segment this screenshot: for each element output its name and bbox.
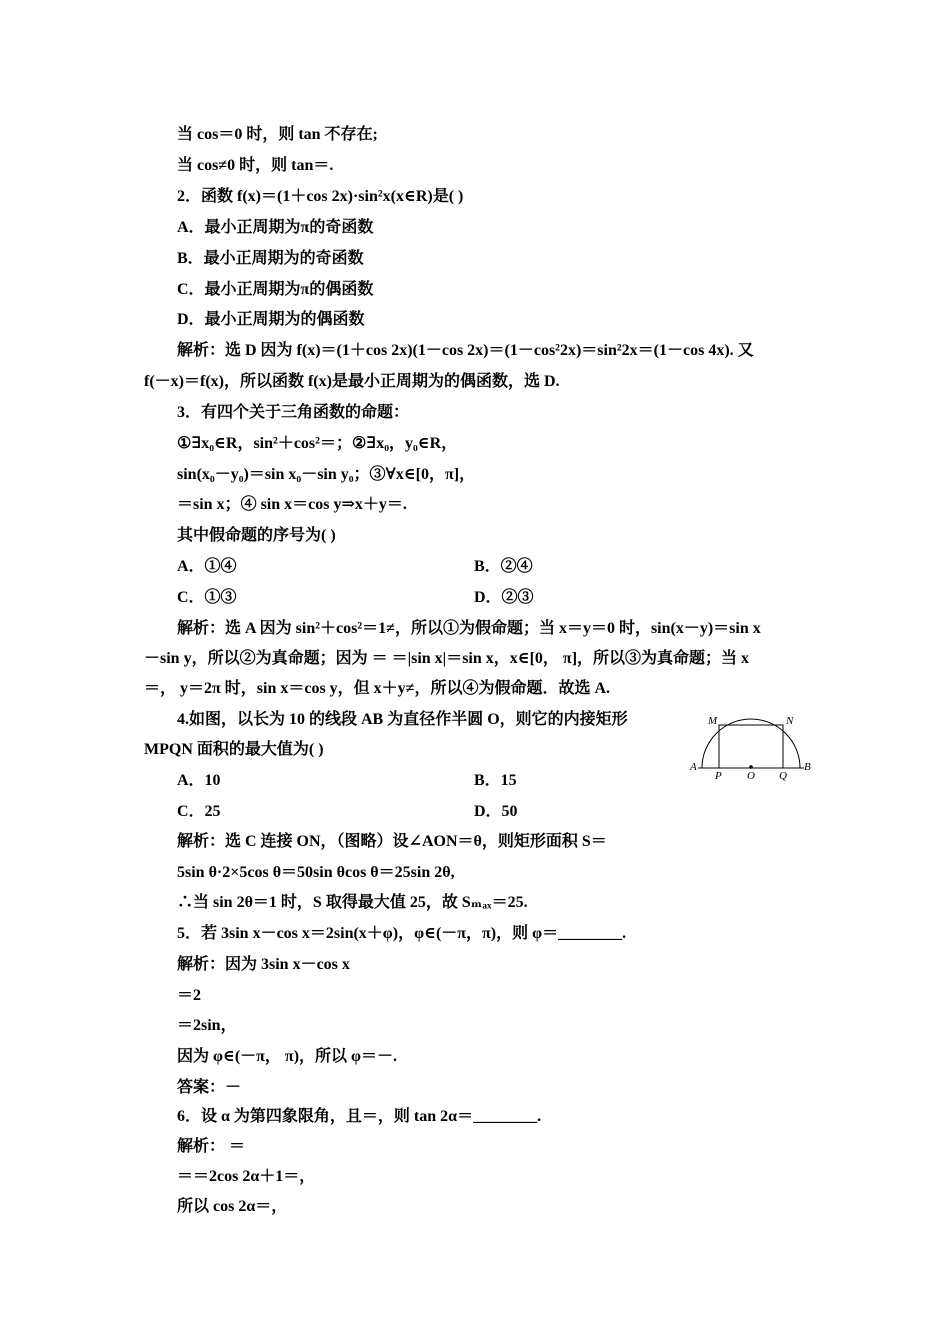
question-5: 5．若 3sin x－cos x＝2sin(x＋φ)，φ∈(－π，π)，则 φ＝________.: [177, 925, 627, 942]
option-c: C．①③: [177, 589, 237, 606]
solution-text: f(－x)＝f(x)，所以函数 f(x)是最小正周期为的偶函数，选 D.: [144, 373, 560, 390]
text-line: sin(x₀－y₀)＝sin x₀－sin y₀；③∀x∈[0，π]，: [177, 466, 476, 483]
solution-text: 因为 φ∈(－π， π)，所以 φ＝－.: [177, 1048, 398, 1065]
label-o: O: [747, 770, 755, 782]
solution-text: ∴当 sin 2θ＝1 时，S 取得最大值 25，故 Sₘₐₓ＝25.: [177, 894, 528, 911]
option-a: A．最小正周期为π的奇函数: [177, 219, 374, 236]
label-m: M: [708, 715, 718, 727]
center-point: [749, 765, 753, 769]
solution-text: 所以 cos 2α＝，: [177, 1198, 288, 1215]
solution-text: 解析：选 A 因为 sin²＋cos²＝1≠，所以①为假命题；当 x＝y＝0 时，sin(x－y)＝sin x: [177, 620, 761, 637]
answer-text: 答案：－: [177, 1079, 242, 1096]
option-b: B．②④: [474, 558, 533, 575]
option-d: D．②③: [474, 589, 534, 606]
option-a: A．10: [177, 772, 221, 789]
inscribed-rectangle: [719, 725, 783, 768]
text-line: ＝sin x；④ sin x＝cos y⇒x＋y＝.: [177, 496, 407, 513]
question-2: 2．函数 f(x)＝(1＋cos 2x)·sin²x(x∈R)是( ): [177, 188, 464, 205]
solution-text: ＝， y＝2π 时，sin x＝cos y，但 x＋y≠，所以④为假命题．故选 A.: [144, 680, 611, 697]
solution-text: 解析： ＝: [177, 1138, 246, 1155]
text-line: MPQN 面积的最大值为( ): [144, 741, 324, 758]
solution-text: ＝2: [177, 987, 202, 1004]
question-6: 6．设 α 为第四象限角，且＝，则 tan 2α＝________.: [177, 1108, 542, 1125]
solution-text: 解析：选 C 连接 ON，（图略）设∠AON＝θ，则矩形面积 S＝: [177, 833, 607, 850]
option-c: C．25: [177, 803, 221, 820]
question-4: 4.如图，以长为 10 的线段 AB 为直径作半圆 O，则它的内接矩形: [177, 711, 628, 728]
text-line: 当 cos＝0 时，则 tan 不存在;: [177, 126, 378, 143]
solution-text: ＝2sin，: [177, 1017, 237, 1034]
text-line: ①∃x₀∈R，sin²＋cos²＝；②∃x₀，y₀∈R，: [177, 435, 458, 452]
label-b: B: [804, 761, 811, 773]
solution-text: －sin y，所以②为真命题；因为 ＝ ＝|sin x|＝sin x，x∈[0， π]，所以③为真命题；当 x: [144, 650, 750, 667]
option-b: B．15: [474, 772, 517, 789]
label-n: N: [786, 715, 794, 727]
solution-text: 解析：因为 3sin x－cos x: [177, 956, 350, 973]
option-c: C．最小正周期为π的偶函数: [177, 281, 374, 298]
solution-text: 解析：选 D 因为 f(x)＝(1＋cos 2x)(1－cos 2x)＝(1－cos²2x)＝sin²2x＝(1－cos 4x). 又: [177, 342, 754, 359]
text-line: 当 cos≠0 时，则 tan＝.: [177, 157, 334, 174]
label-q: Q: [779, 770, 787, 782]
question-3: 3．有四个关于三角函数的命题：: [177, 404, 410, 421]
label-a: A: [690, 761, 697, 773]
label-p: P: [715, 770, 722, 782]
option-d: D．50: [474, 803, 518, 820]
option-b: B．最小正周期为的奇函数: [177, 250, 364, 267]
text-line: 其中假命题的序号为( ): [177, 527, 336, 544]
semicircle-rectangle-figure: [688, 708, 818, 788]
solution-text: 5sin θ·2×5cos θ＝50sin θcos θ＝25sin 2θ,: [177, 864, 455, 881]
solution-text: ＝＝2cos 2α＋1＝，: [177, 1168, 316, 1185]
option-d: D．最小正周期为的偶函数: [177, 311, 365, 328]
option-a: A．①④: [177, 558, 237, 575]
